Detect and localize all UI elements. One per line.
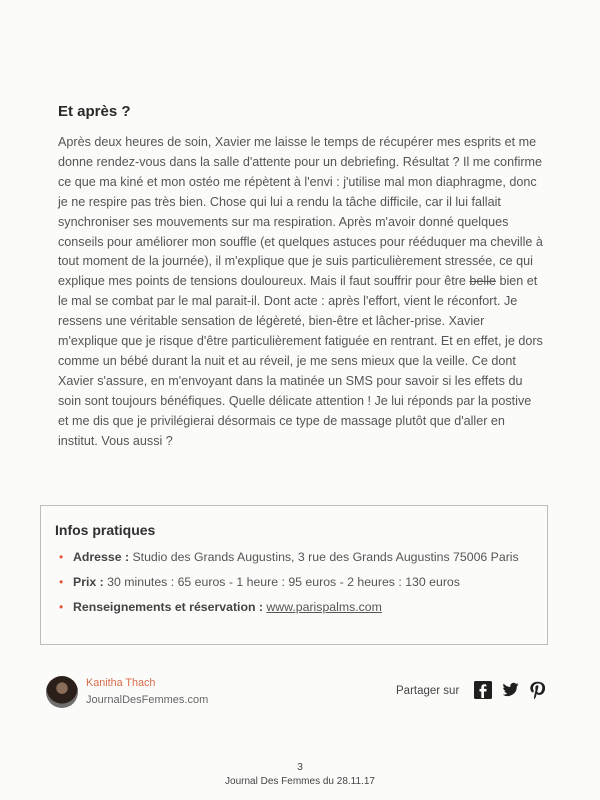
twitter-icon[interactable] <box>500 680 520 700</box>
section-heading: Et après ? <box>58 103 131 120</box>
contact-label: Renseignements et réservation : <box>73 600 263 614</box>
page-number: 3 <box>297 761 303 773</box>
share-label: Partager sur <box>396 685 460 697</box>
article-body-part-2: bien et le mal se combat par le mal parait-il. Dont acte : après l'effort, vient le réconfort. Je ressens une véritable sensation de légèreté, bien-être et lâcher-prise. Xavier m'explique que je risque d'être particulièrement fatiguée en rentrant. Et en effet, je dors comme un bébé durant la nuit et au réveil, je me sens mieux que la veille. Ce dont Xavier s'assure, en m'envoyant dans la matinée un SMS pour savoir si les effets du soin sont toujours bénéfiques. Quelle délicate attention ! Je lui réponds par la postive et me dis que je privilégierai désormais ce type de massage plutôt que d'aller en institut. Vous aussi ? <box>58 274 543 448</box>
author-avatar <box>46 676 78 708</box>
address-label: Adresse : <box>73 550 130 564</box>
journal-footer: Journal Des Femmes du 28.11.17 <box>225 776 375 787</box>
author-site: JournalDesFemmes.com <box>86 694 209 706</box>
article-body-part-1: Après deux heures de soin, Xavier me laisse le temps de récupérer mes esprits et me donne rendez-vous dans la salle d'attente pour un debriefing. Résultat ? Il me confirme ce que ma kiné et mon ostéo me répètent à l'envi : j'utilise mal mon diaphragme, donc je ne respire pas très bien. Chose qui lui a rendu la tâche difficile, car il lui fallait synchroniser ses mouvements sur ma respiration. Après m'avoir donné quelques conseils pour améliorer mon souffle (et quelques astuces pour rééduquer ma cheville à tout moment de la journée), il m'explique que je suis particulièrement stressée, ce qui explique mes points de tensions douloureux. Mais il faut souffrir pour être <box>58 135 543 289</box>
bullet-icon: • <box>59 600 64 614</box>
author-block <box>46 676 306 712</box>
share-bar <box>396 680 566 702</box>
practical-info-title: Infos pratiques <box>55 522 156 538</box>
practical-info-box <box>40 505 548 645</box>
price-label: Prix : <box>73 575 104 589</box>
bullet-icon: • <box>59 550 64 564</box>
address-value: Studio des Grands Augustins, 3 rue des Grands Augustins 75006 Paris <box>129 550 519 564</box>
practical-info-list <box>57 548 527 623</box>
bullet-icon: • <box>59 575 64 589</box>
article-body <box>58 133 544 452</box>
info-item-price <box>57 573 527 592</box>
facebook-icon[interactable] <box>473 680 493 700</box>
info-item-contact <box>57 598 527 617</box>
info-item-address <box>57 548 527 567</box>
struck-word: belle <box>469 274 496 289</box>
website-link[interactable]: www.parispalms.com <box>266 600 382 614</box>
author-name[interactable]: Kanitha Thach <box>86 677 156 689</box>
price-value: 30 minutes : 65 euros - 1 heure : 95 euros - 2 heures : 130 euros <box>103 575 460 589</box>
pinterest-icon[interactable] <box>527 680 547 700</box>
